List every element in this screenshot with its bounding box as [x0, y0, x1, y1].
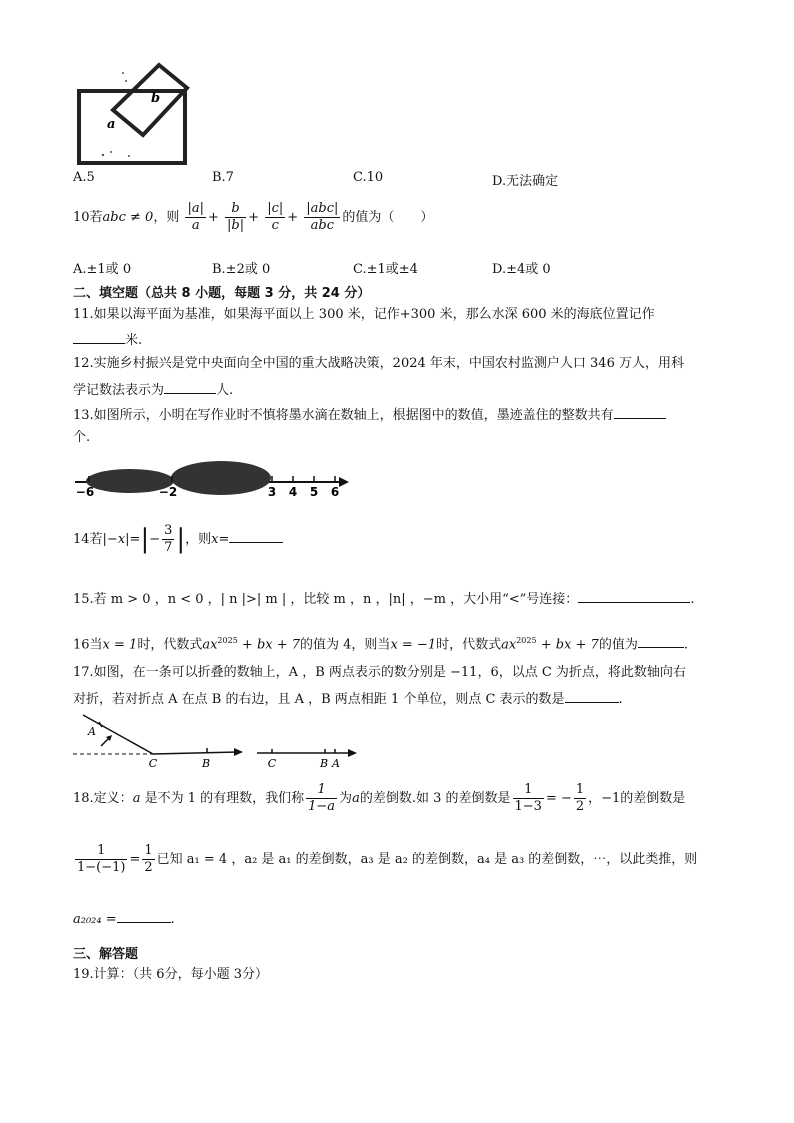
q17-folding-figure: [73, 712, 363, 772]
q10-option-d[interactable]: D.±4或 0: [492, 262, 551, 277]
tick-label: 3: [267, 485, 277, 499]
q15-stem: 15.若 m > 0 ，n < 0 ，| n |>| m | ，比较 m ，n ，|n| ，−m ，大小用“<”号连接： .: [73, 592, 695, 607]
q11-line2: 米.: [73, 331, 142, 349]
q13-line2: 个.: [73, 430, 91, 445]
q13-answer-blank[interactable]: [614, 406, 666, 419]
q11-line1: 11.如果以海平面为基准，如果海平面以上 300 米，记作+300 米，那么水深 600 米的海底位置记作: [73, 307, 655, 322]
q14-answer-blank[interactable]: [229, 530, 283, 543]
label-a: a: [107, 117, 116, 132]
q10-condition: abc ≠ 0: [102, 210, 154, 225]
section-2-title: 二、填空题（总共 8 小题，每题 3 分，共 24 分）: [73, 286, 371, 301]
q9-option-d[interactable]: D.无法确定: [492, 174, 559, 189]
point-c2-label: C: [267, 757, 277, 770]
q10-prefix: 10若: [73, 210, 103, 225]
point-b-label: B: [201, 757, 211, 770]
q10-then: ，则: [153, 210, 180, 225]
ink-blot-right: [171, 461, 271, 495]
q9-option-a[interactable]: A.5: [73, 170, 95, 185]
q18-line2: $\frac{1}{1-(-1)}$ = $\frac{1}{2}$ 已知 a₁ = 4 ，a₂ 是 a₁ 的差倒数，a₃ 是 a₂ 的差倒数，a₄ 是 a₃ 的差倒数，⋯，以此类推，则: [77, 843, 698, 875]
q17-line1: 17.如图，在一条可以折叠的数轴上，A ，B 两点表示的数分别是 −11，6，以点 C 为折点，将此数轴向右: [73, 665, 686, 680]
q18-answer-blank[interactable]: [117, 910, 171, 923]
point-b2-label: B: [319, 757, 329, 770]
q18-line3: a₂₀₂₄ = .: [73, 912, 175, 927]
point-a-label: A: [88, 725, 96, 738]
q10-fraction-3: $\frac{|c|}{c}$: [267, 201, 284, 233]
q12-line1: 12.实施乡村振兴是党中央面向全中国的重大战略决策，2024 年末，中国农村监测户人口 346 万人，用科: [73, 356, 684, 371]
q9-option-b[interactable]: B.7: [212, 170, 234, 185]
q17-line2: 对折，若对折点 A 在点 B 的右边，且 A ，B 两点相距 1 个单位，则点 C 表示的数是 .: [73, 692, 623, 707]
label-b: b: [151, 91, 161, 106]
q10-suffix: 的值为（ ）: [342, 210, 434, 225]
q10-fraction-1: $\frac{|a|}{a}$: [187, 201, 204, 233]
q11-answer-blank[interactable]: [73, 331, 125, 344]
tick-label: 5: [309, 485, 319, 499]
point-c-label: C: [148, 757, 158, 770]
q9-option-c[interactable]: C.10: [353, 170, 384, 185]
q12-line2: 学记数法表示为 人.: [73, 383, 234, 398]
tick-label: −2: [158, 485, 178, 499]
q16-stem: 16当x = 1时，代数式$ax^{2025}$ + bx + 7的值为 4，则当x = −1时，代数式$ax^{2025}$ + bx + 7的值为 .: [73, 636, 688, 653]
q18-line1: 18.定义：a 是不为 1 的有理数，我们称 $\frac{1}{1-a}$ 为a的差倒数.如 3 的差倒数是 $\frac{1}{1-3}$ = − $\frac{1}{2}$ ，−1的差倒数是: [73, 782, 686, 814]
q10-fraction-4: $\frac{\text{|abc|}}{\text{abc}}$: [306, 201, 339, 233]
q12-answer-blank[interactable]: [164, 381, 216, 394]
q17-answer-blank[interactable]: [565, 690, 619, 703]
point-a2-label: A: [332, 757, 340, 770]
tick-label: 6: [330, 485, 340, 499]
tick-label: 4: [288, 485, 298, 499]
q10-option-b[interactable]: B.±2或 0: [212, 262, 271, 277]
section-3-title: 三、解答题: [73, 947, 139, 962]
tick-label: −6: [75, 485, 95, 499]
square-b: [113, 65, 187, 135]
q15-answer-blank[interactable]: [578, 590, 690, 603]
q10-option-a[interactable]: A.±1或 0: [73, 262, 132, 277]
q9-figure: [73, 58, 193, 166]
q10-stem: 10若abc ≠ 0，则 $\frac{|a|}{a}$ + $\frac{b}{|b|}$ + $\frac{|c|}{c}$ + $\frac{\text{|abc|}}{\text{abc}}$ 的值为（ ）: [73, 201, 434, 233]
q13-number-line: [73, 458, 353, 500]
q14-stem: 14若|−x|=|− $\frac{3}{7}$ |，则x=: [73, 523, 283, 556]
q16-answer-blank[interactable]: [638, 635, 684, 648]
q13-line1: 13.如图所示，小明在写作业时不慎将墨水滴在数轴上，根据图中的数值，墨迹盖住的整数共有: [73, 406, 666, 424]
q10-fraction-2: $\frac{b}{|b|}$: [227, 201, 245, 233]
q19-stem: 19.计算：（共 6分，每小题 3分）: [73, 967, 268, 982]
q10-option-c[interactable]: C.±1或±4: [353, 262, 418, 277]
